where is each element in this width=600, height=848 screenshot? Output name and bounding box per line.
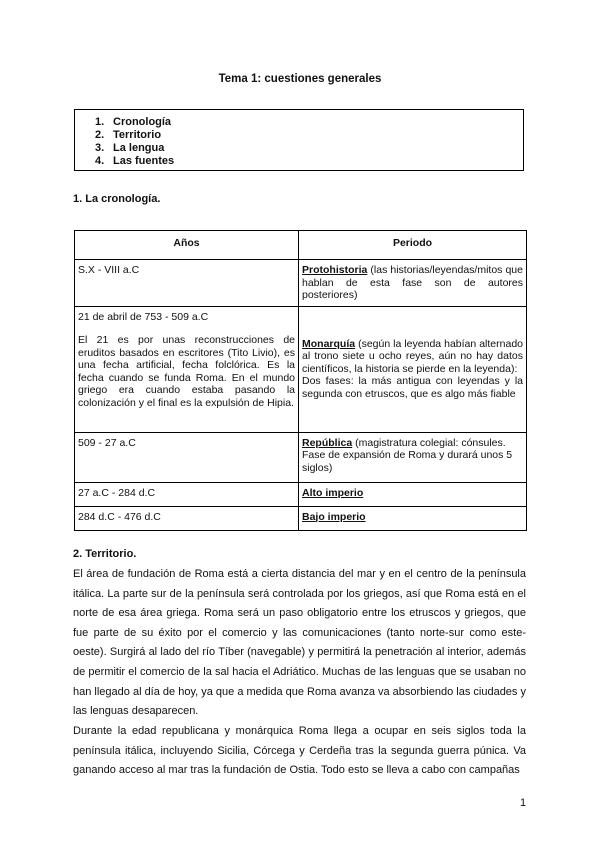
years-cell: 284 d.C - 476 d.C [75,506,299,530]
section-heading-chronology: 1. La cronología. [73,193,161,205]
period-cell: República (magistratura colegial: cónsules. Fase de expansión de Roma y durará unos 5 siglos) [299,432,527,482]
years-cell: 509 - 27 a.C [75,432,299,482]
section-heading-territory: 2. Territorio. [73,548,137,560]
chronology-table [74,230,527,531]
period-cell: Bajo imperio [299,506,527,530]
years-cell: S.X - VIII a.C [75,260,299,307]
table-row [75,260,527,307]
table-of-contents [74,109,524,171]
years-cell: 21 de abril de 753 - 509 a.C El 21 es por unas reconstrucciones de eruditos basados en escritores (Tito Livio), es una fecha artificial, fecha folclórica. Es la fecha cuando se funda Roma. En el mundo griego era cuando estaba pasando la colonización y el final es la expulsión de Hipia. [75,306,299,432]
table-header-row [75,231,527,260]
table-row [75,432,527,482]
period-cell: Alto imperio [299,482,527,506]
toc-item: 3. La lengua [95,142,165,154]
years-cell: 27 a.C - 284 d.C [75,482,299,506]
toc-item: 2. Territorio [95,129,162,141]
page-title: Tema 1: cuestiones generales [218,73,382,85]
toc-item: 4. Las fuentes [95,155,175,167]
toc-item: 1. Cronología [95,116,172,128]
table-row [75,482,527,506]
page-number: 1 [520,797,527,809]
column-header-years: Años [75,231,299,260]
period-cell: Monarquía (según la leyenda habían alternado al trono siete u ocho reyes, aún no hay datos científicos, la historia se pierde en la leyenda): Dos fases: la más antigua con leyendas y la segunda con etruscos, que es algo más fiable [299,306,527,432]
table-row [75,506,527,530]
body-paragraph: El área de fundación de Roma está a cierta distancia del mar y en el centro de la península itálica. La parte sur de la península será controlada por los griegos, así que Roma está en el norte de esa área griega. Roma será un paso obligatorio entre los etruscos y griegos, que fue parte de su éxito por el comercio y las comunicaciones (tanto norte-sur como este-oeste). Surgirá al lado del río Tíber (navegable) y permitirá la penetración al interior, además de permitir el comercio de la sal hacia el Adriático. Muchas de las lenguas que se usaban no han llegado al día de hoy, ya que a medida que Roma avanza va absorbiendo las ciudades y las lenguas desaparecen. [73,568,526,718]
table-row [75,306,527,432]
column-header-period: Periodo [299,231,527,260]
body-paragraph: Durante la edad republicana y monárquica Roma llega a ocupar en seis siglos toda la península itálica, incluyendo Sicilia, Córcega y Cerdeña tras la segunda guerra púnica. Va ganando acceso al mar tras la fundación de Ostia. Todo esto se lleva a cabo con campañas [73,725,526,777]
period-cell: Protohistoria (las historias/leyendas/mitos que hablan de esta fase son de autores posteriores) [299,260,527,307]
